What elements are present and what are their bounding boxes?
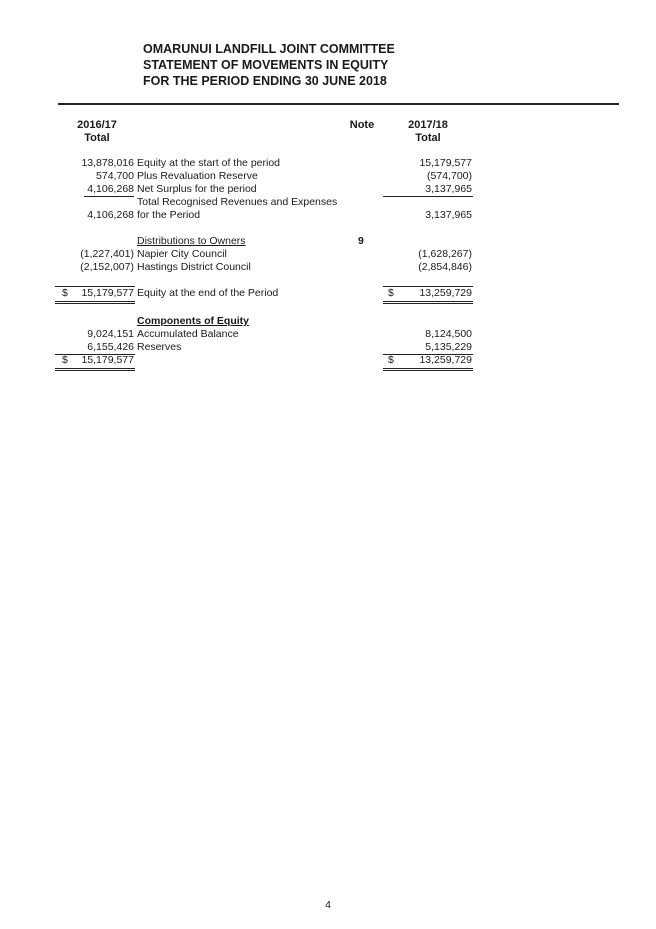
row-label: Napier City Council bbox=[137, 248, 227, 260]
current-year-label: 2017/18 bbox=[408, 119, 448, 131]
current-value: 8,124,500 bbox=[425, 328, 472, 340]
note-reference: 9 bbox=[358, 235, 364, 247]
current-value: 5,135,229 bbox=[425, 341, 472, 353]
currency-symbol: $ bbox=[62, 354, 68, 366]
row-label: Distributions to Owners bbox=[137, 235, 246, 247]
currency-symbol: $ bbox=[62, 287, 68, 299]
table-row bbox=[0, 261, 656, 274]
table-row bbox=[0, 157, 656, 170]
currency-symbol: $ bbox=[388, 354, 394, 366]
row-label: for the Period bbox=[137, 209, 201, 221]
section-heading: Components of Equity bbox=[137, 315, 249, 327]
title-line-1: OMARUNUI LANDFILL JOINT COMMITTEE bbox=[143, 42, 395, 56]
total-rule-double bbox=[55, 303, 135, 304]
prior-year-header bbox=[70, 119, 124, 145]
current-value: 15,179,577 bbox=[419, 157, 472, 169]
current-value: 13,259,729 bbox=[419, 287, 472, 299]
current-value: 3,137,965 bbox=[425, 209, 472, 221]
prior-value: 4,106,268 bbox=[87, 209, 134, 221]
prior-value: 15,179,577 bbox=[81, 354, 134, 366]
table-row bbox=[0, 170, 656, 183]
row-label: Net Surplus for the period bbox=[137, 183, 257, 195]
table-row bbox=[0, 248, 656, 261]
row-label: Hastings District Council bbox=[137, 261, 251, 273]
title-line-2: STATEMENT OF MOVEMENTS IN EQUITY bbox=[143, 58, 389, 72]
row-label: Equity at the start of the period bbox=[137, 157, 281, 169]
current-value: (2,854,846) bbox=[418, 261, 472, 273]
current-year-header bbox=[400, 119, 456, 145]
page-number: 4 bbox=[325, 899, 331, 911]
table-row bbox=[0, 287, 656, 300]
prior-value: 15,179,577 bbox=[81, 287, 134, 299]
prior-value: 574,700 bbox=[96, 170, 134, 182]
prior-total-label: Total bbox=[84, 132, 110, 144]
total-rule-double bbox=[383, 301, 473, 302]
row-label: Total Recognised Revenues and Expenses bbox=[137, 196, 338, 208]
table-row bbox=[0, 328, 656, 341]
current-value: 3,137,965 bbox=[425, 183, 472, 195]
table-row bbox=[0, 315, 656, 328]
current-value: (574,700) bbox=[427, 170, 472, 182]
row-label: Plus Revaluation Reserve bbox=[137, 170, 258, 182]
row-label: Reserves bbox=[137, 341, 182, 353]
prior-value: 4,106,268 bbox=[87, 183, 134, 195]
total-rule-double bbox=[55, 301, 135, 302]
table-row bbox=[0, 196, 656, 209]
total-rule-double bbox=[383, 370, 473, 371]
total-rule-double bbox=[383, 303, 473, 304]
header-rule bbox=[58, 103, 619, 105]
table-row bbox=[0, 209, 656, 222]
prior-value: (1,227,401) bbox=[80, 248, 134, 260]
table-row bbox=[0, 235, 656, 248]
note-header: Note bbox=[349, 119, 375, 131]
currency-symbol: $ bbox=[388, 287, 394, 299]
prior-value: (2,152,007) bbox=[80, 261, 134, 273]
prior-year-label: 2016/17 bbox=[77, 119, 117, 131]
total-rule-double bbox=[55, 370, 135, 371]
current-value: (1,628,267) bbox=[418, 248, 472, 260]
total-rule-double bbox=[55, 368, 135, 369]
current-value: 13,259,729 bbox=[419, 354, 472, 366]
prior-value: 6,155,426 bbox=[87, 341, 134, 353]
row-label: Equity at the end of the Period bbox=[137, 287, 279, 299]
table-row bbox=[0, 354, 656, 367]
total-rule-double bbox=[383, 368, 473, 369]
prior-value: 9,024,151 bbox=[87, 328, 134, 340]
table-row bbox=[0, 183, 656, 196]
row-label: Accumulated Balance bbox=[137, 328, 239, 340]
statement-title bbox=[143, 41, 395, 89]
prior-value: 13,878,016 bbox=[81, 157, 134, 169]
title-line-3: FOR THE PERIOD ENDING 30 JUNE 2018 bbox=[143, 74, 387, 88]
current-total-label: Total bbox=[415, 132, 441, 144]
table-row bbox=[0, 341, 656, 354]
